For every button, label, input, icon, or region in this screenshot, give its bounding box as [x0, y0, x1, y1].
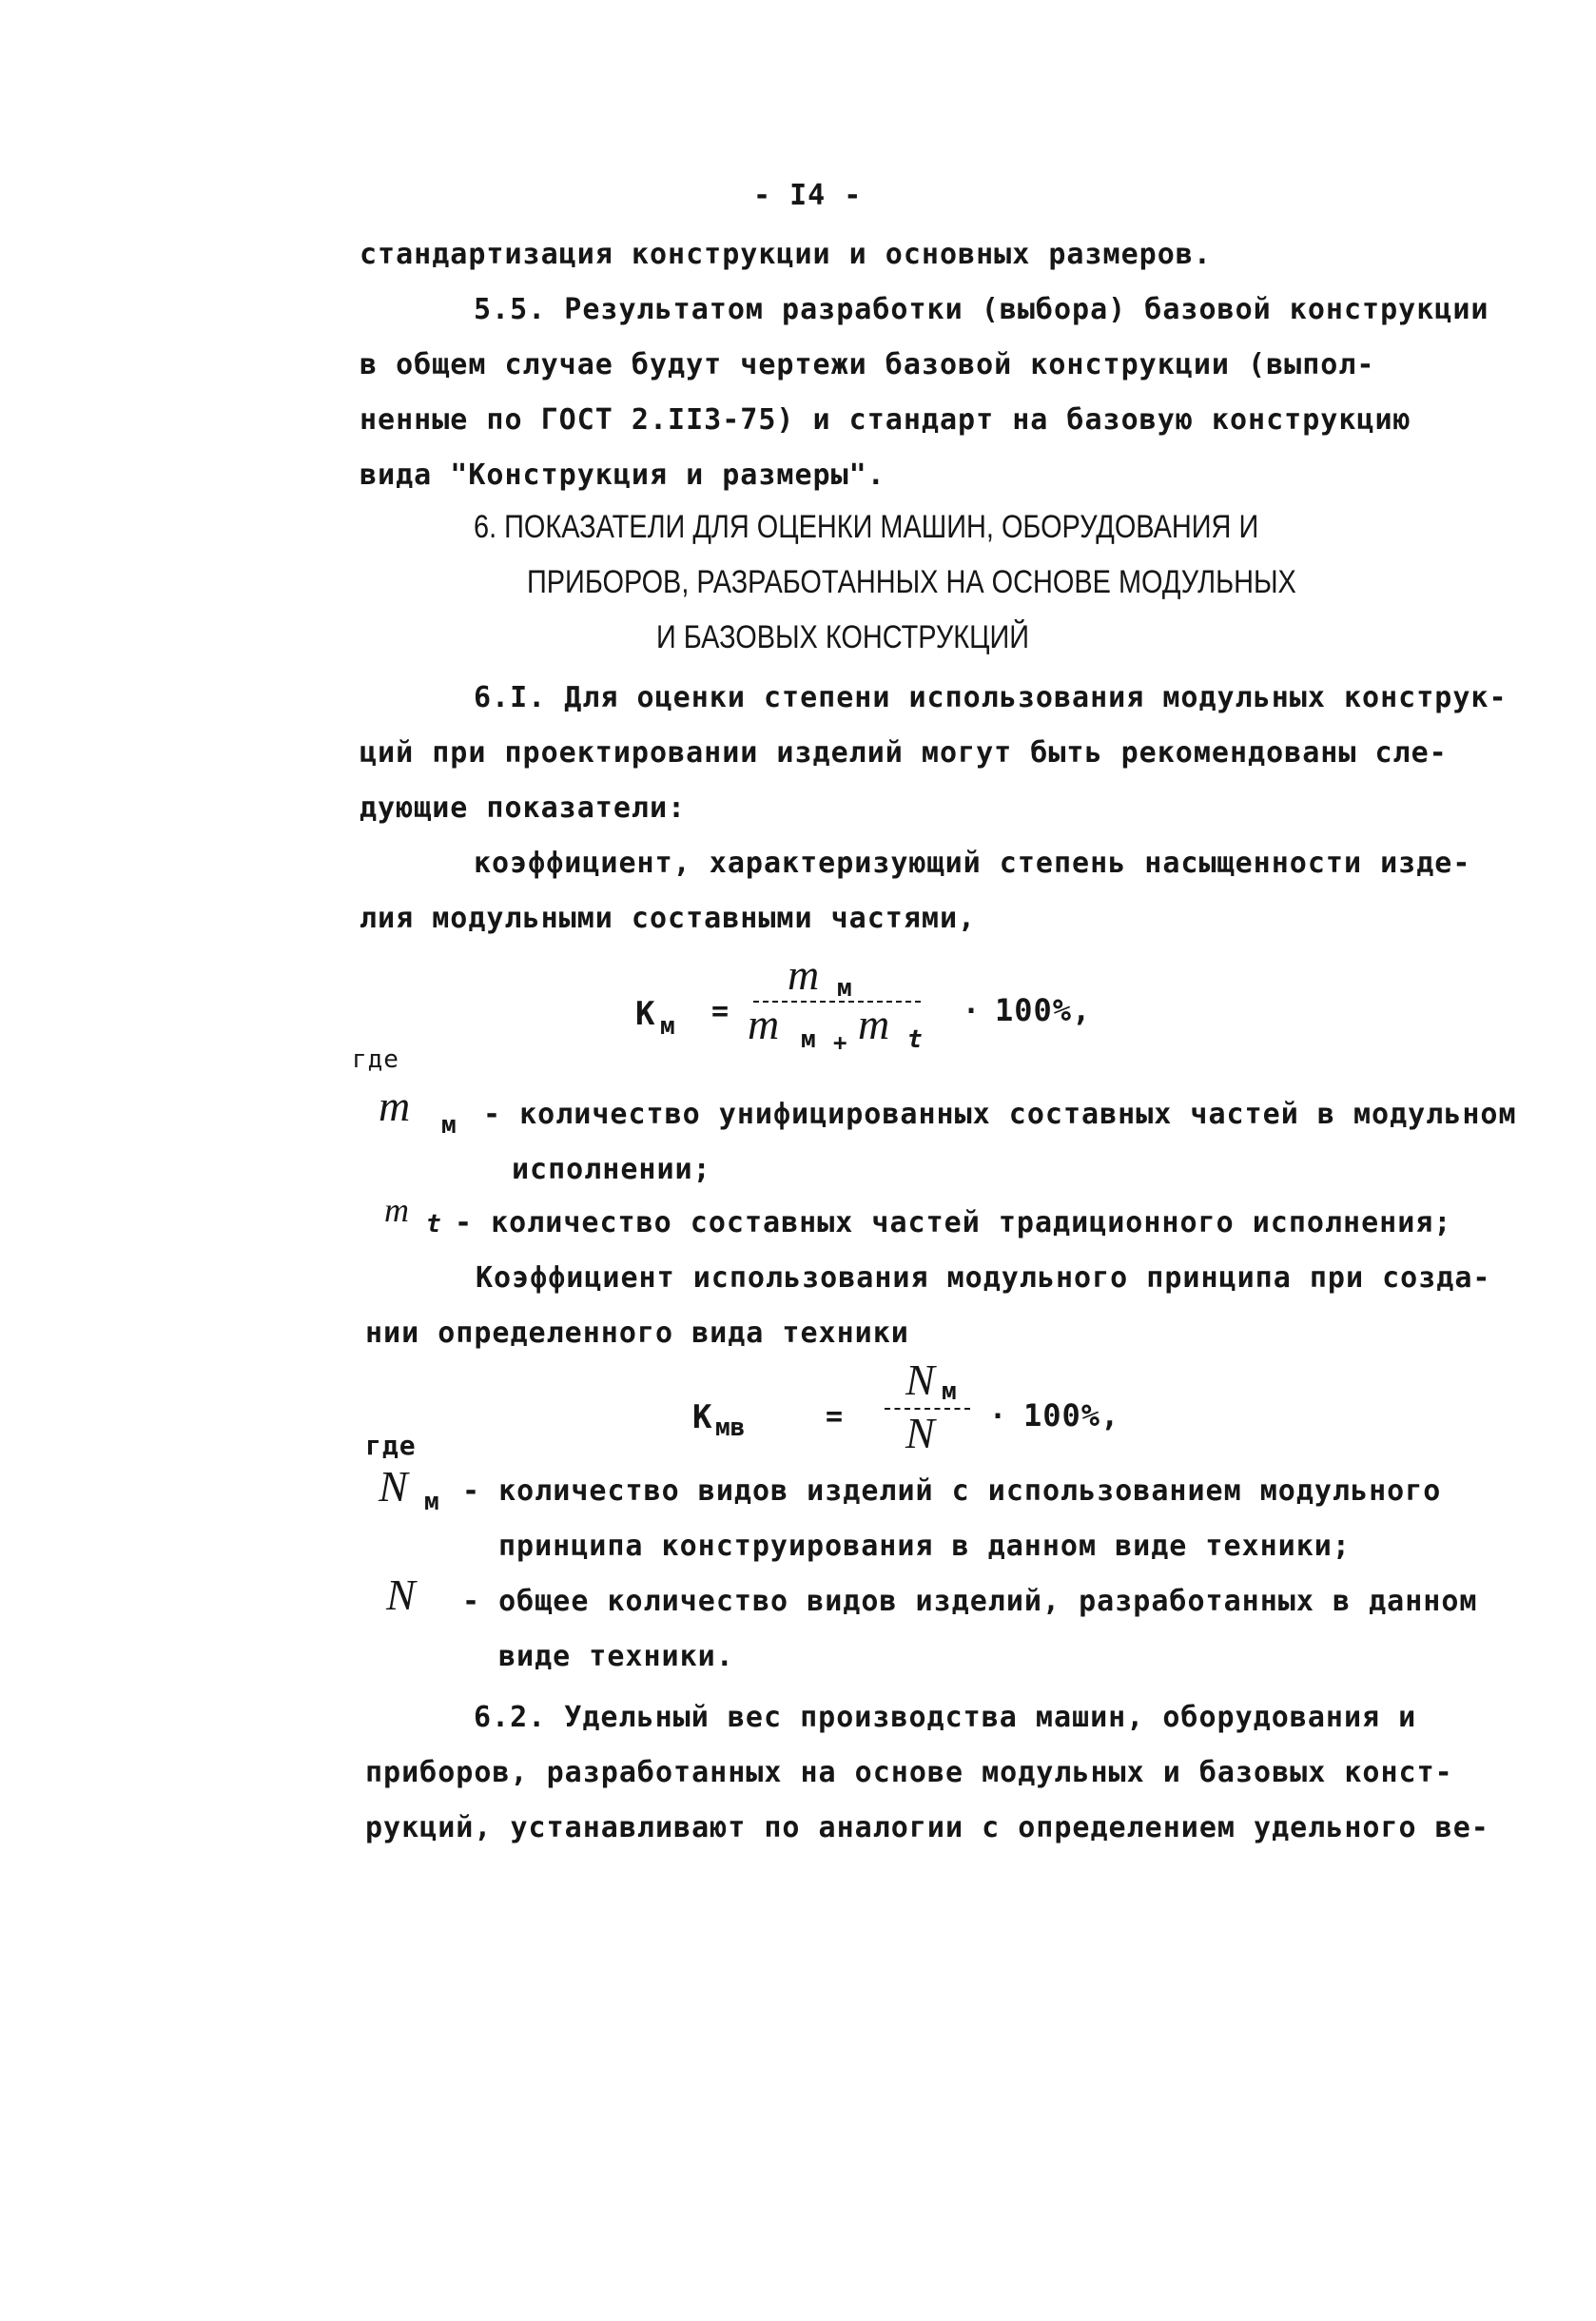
definition-text: - общее количество видов изделий, разработанных в данном — [462, 1585, 1478, 1618]
formula-lhs: К — [692, 1398, 713, 1436]
paragraph-line: стандартизация конструкции и основных размеров. — [360, 238, 1212, 271]
definition-subscript: t — [426, 1210, 441, 1239]
formula-lhs: К — [635, 995, 656, 1033]
formula-subscript: м — [942, 1377, 957, 1406]
definition-text: виде техники. — [498, 1640, 734, 1673]
formula-denominator: N — [905, 1409, 935, 1457]
paragraph-line: лия модульными составными частями, — [360, 902, 977, 935]
formula-subscript: м — [801, 1025, 816, 1054]
formula-denominator: m — [858, 1000, 890, 1048]
definition-text: - количество составных частей традиционного исполнения; — [455, 1206, 1452, 1239]
formula-equals: = — [826, 1400, 845, 1434]
paragraph-line: 6.I. Для оценки степени использования модульных конструк- — [474, 681, 1508, 714]
formula-multiply: · — [989, 1400, 1008, 1434]
formula-plus: + — [833, 1029, 848, 1056]
definition-text: - количество унифицированных составных частей в модульном — [483, 1098, 1517, 1131]
formula-numerator: N — [905, 1356, 935, 1404]
paragraph-line: коэффициент, характеризующий степень насыщенности изде- — [474, 847, 1471, 880]
section-heading: ПРИБОРОВ, РАЗРАБОТАННЫХ НА ОСНОВЕ МОДУЛЬНЫХ — [527, 564, 1296, 600]
definition-text: принципа конструирования в данном виде техники; — [498, 1530, 1351, 1563]
paragraph-line: 5.5. Результатом разработки (выбора) базовой конструкции — [474, 293, 1489, 326]
formula-numerator: m — [788, 950, 820, 999]
formula-subscript: t — [907, 1025, 923, 1054]
definition-text: - количество видов изделий с использованием модульного — [462, 1474, 1442, 1508]
formula-subscript: мв — [715, 1414, 746, 1442]
formula-subscript: м — [837, 974, 852, 1003]
definition-symbol: N — [386, 1570, 416, 1619]
paragraph-line: ций при проектировании изделий могут быть рекомендованы сле- — [360, 736, 1448, 770]
paragraph-line: Коэффициент использования модульного принципа при созда- — [476, 1261, 1491, 1295]
formula-equals: = — [711, 995, 730, 1028]
definition-subscript: м — [441, 1111, 457, 1140]
section-heading: И БАЗОВЫХ КОНСТРУКЦИЙ — [656, 619, 1030, 655]
formula-denominator: m — [748, 1000, 780, 1048]
definition-symbol: m — [379, 1082, 411, 1130]
paragraph-line: дующие показатели: — [360, 791, 687, 825]
paragraph-line: ненные по ГОСТ 2.II3-75) и стандарт на базовую конструкцию — [360, 403, 1411, 437]
formula-multiply: · — [963, 995, 982, 1028]
definition-symbol: N — [379, 1462, 408, 1511]
definition-subscript: м — [424, 1488, 439, 1516]
formula-tail: 100%, — [995, 992, 1092, 1028]
section-heading: 6. ПОКАЗАТЕЛИ ДЛЯ ОЦЕНКИ МАШИН, ОБОРУДОВАНИЯ И — [474, 509, 1259, 545]
definition-symbol: m — [384, 1191, 409, 1229]
page-number: - I4 - — [753, 179, 863, 212]
paragraph-line: 6.2. Удельный вес производства машин, оборудования и — [474, 1701, 1417, 1734]
definition-text: исполнении; — [512, 1153, 711, 1186]
paragraph-line: приборов, разработанных на основе модульных и базовых конст- — [365, 1756, 1453, 1789]
formula-tail: 100%, — [1023, 1397, 1120, 1434]
paragraph-line: нии определенного вида техники — [365, 1317, 909, 1350]
paragraph-line: вида "Конструкция и размеры". — [360, 458, 886, 492]
paragraph-line: в общем случае будут чертежи базовой конструкции (выпол- — [360, 348, 1375, 381]
where-label: где — [365, 1430, 417, 1461]
where-label: где — [352, 1045, 399, 1074]
formula-subscript: м — [660, 1012, 675, 1041]
paragraph-line: рукций, устанавливают по аналогии с определением удельного ве- — [365, 1811, 1489, 1844]
